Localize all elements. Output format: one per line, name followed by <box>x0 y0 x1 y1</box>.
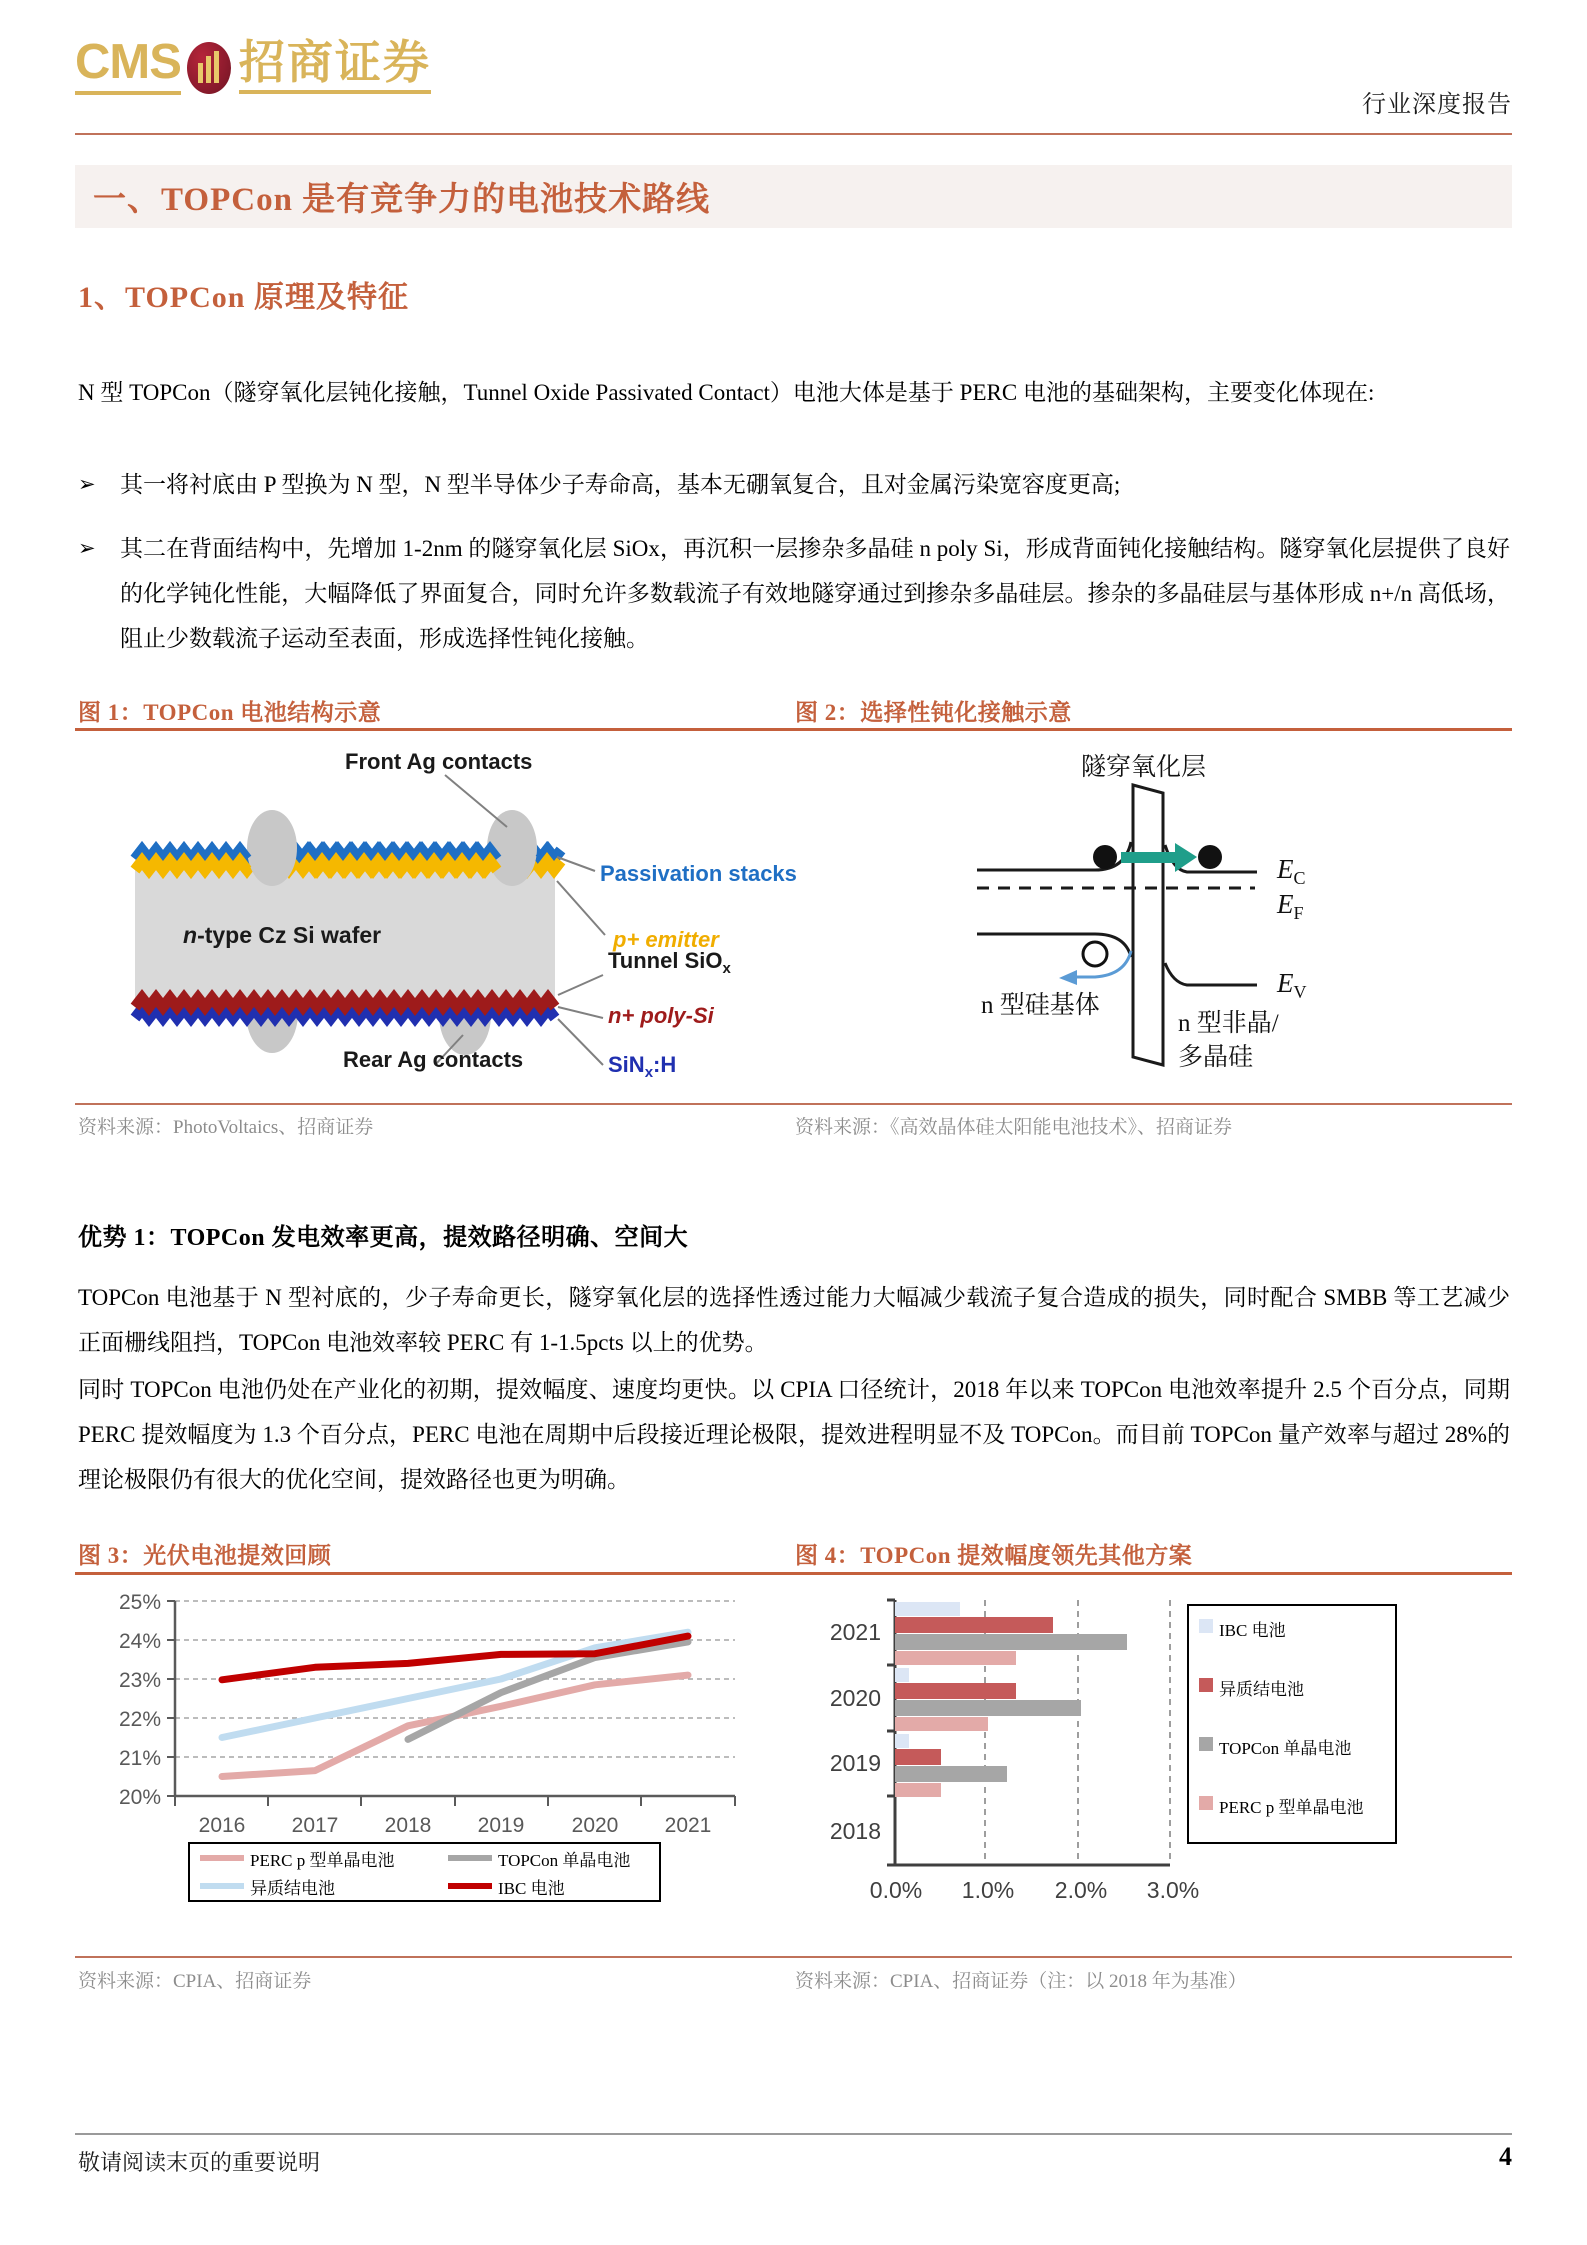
legend-label-ibc: IBC 电池 <box>498 1878 565 1898</box>
figure-2-caption: 图 2：选择性钝化接触示意 <box>795 700 1072 725</box>
logo-latin-text: CMS <box>75 38 181 95</box>
legend-label-hjt: 异质结电池 <box>250 1878 335 1898</box>
figure-4-source: 资料来源：CPIA、招商证券（注：以 2018 年为基准） <box>795 1971 1247 1992</box>
intro-paragraph: N 型 TOPCon（隧穿氧化层钝化接触，Tunnel Oxide Passivated Contact）电池大体是基于 PERC 电池的基础架构，主要变化体现在: <box>78 380 1375 405</box>
y-tick-20: 20% <box>118 1786 161 1809</box>
figure-2-source: 资料来源：《高效晶体硅太阳能电池技术》、招商证券 <box>795 1117 1233 1138</box>
figure-1-label-emitter: p+ emitter <box>613 927 719 952</box>
bar-2019-ibc <box>895 1734 909 1748</box>
bar-2019-perc <box>895 1783 941 1797</box>
y-tick-21: 21% <box>118 1747 161 1770</box>
bar-2019-hjt <box>895 1749 941 1765</box>
legend-swatch-perc <box>200 1855 244 1861</box>
bar-2021-hjt <box>895 1617 1053 1633</box>
figure-2-label-ef: $E_F$ <box>1277 889 1304 923</box>
bullet-item-1-text: 其一将衬底由 P 型换为 N 型，N 型半导体少子寿命高，基本无硼氧复合，且对金属污染宽容度更高; <box>120 472 1121 497</box>
figure-2-image <box>795 735 1509 1080</box>
x-tick-0: 0.0% <box>869 1877 923 1903</box>
figure-2-label-left: n 型硅基体 <box>981 992 1100 1019</box>
y-tick-23: 23% <box>118 1669 161 1692</box>
bullet-item-1 <box>78 462 1510 507</box>
advantage-paragraph-2: 同时 TOPCon 电池仍处在产业化的初期，提效幅度、速度均更快。以 CPIA 口径统计，2018 年以来 TOPCon 电池效率提升 2.5 个百分点，同期 PERC 提效幅度为 1.3 个百分点，PERC 电池在周期中后段接近理论极限，提效进程明显不及 TOPCon。而目前 TOPCon 量产效率与超过 28%的理论极限仍有很大的优化空间，提效路径也更为明确。 <box>78 1377 1510 1492</box>
figure-1-label-tunnel: Tunnel SiO$_x$ <box>608 948 731 977</box>
bar-2021-ibc <box>895 1602 960 1616</box>
legend-swatch-ibc <box>448 1883 492 1889</box>
advantage-paragraph-1: TOPCon 电池基于 N 型衬底的，少子寿命更长，隧穿氧化层的选择性透过能力大幅减少载流子复合造成的损失，同时配合 SMBB 等工艺减少正面栅线阻挡，TOPCon 电池效率较 PERC 有 1-1.5pcts 以上的优势。 <box>78 1285 1510 1355</box>
legend-item-topcon <box>1199 1734 1387 1759</box>
header-divider <box>75 133 1512 135</box>
x-tick-1: 1.0% <box>961 1877 1015 1903</box>
bar-2021-perc <box>895 1651 1016 1665</box>
figure-1-label-passivation: Passivation stacks <box>600 861 797 886</box>
legend-item-ibc <box>1199 1616 1387 1641</box>
figure-4-caption: 图 4：TOPCon 提效幅度领先其他方案 <box>795 1543 1193 1568</box>
page-number: 4 <box>1499 2142 1512 2171</box>
y-cat-2021: 2021 <box>829 1619 881 1645</box>
bullet-item-2-text: 其二在背面结构中，先增加 1-2nm 的隧穿氧化层 SiOx，再沉积一层掺杂多晶硅 n poly Si，形成背面钝化接触结构。隧穿氧化层提供了良好的化学钝化性能，大幅降低了界面复合，同时允许多数载流子有效地隧穿通过到掺杂多晶硅层。掺杂的多晶硅层与基体形成 n+/n 高低场，阻止少数载流子运动至表面，形成选择性钝化接触。 <box>120 536 1510 651</box>
y-cat-2019: 2019 <box>829 1750 881 1776</box>
page-header <box>75 35 1512 133</box>
y-cat-2020: 2020 <box>829 1685 881 1711</box>
figure-2-label-right-1: n 型非晶/ <box>1178 1010 1279 1037</box>
legend-item-hjt <box>190 1874 438 1899</box>
x-tick-2019: 2019 <box>477 1814 525 1837</box>
section-heading-1-text: 一、TOPCon 是有竞争力的电池技术路线 <box>93 182 711 218</box>
y-tick-25: 25% <box>118 1591 161 1614</box>
figure-caption-divider-2 <box>75 1572 1512 1575</box>
figure-1-label-sinx: SiN$_x$:H <box>608 1052 677 1081</box>
figure-2-label-right-2: 多晶硅 <box>1178 1044 1254 1071</box>
legend-item-hjt <box>1199 1675 1387 1700</box>
legend-item-ibc <box>438 1874 659 1899</box>
figure-3-chart <box>75 1578 789 1918</box>
bullet-marker-icon: ➢ <box>78 472 96 496</box>
legend-item-perc <box>190 1846 438 1871</box>
legend-swatch-hjt <box>1199 1678 1213 1692</box>
bar-2021-topcon <box>895 1634 1127 1650</box>
company-logo <box>75 35 431 95</box>
bar-2020-perc <box>895 1717 988 1731</box>
figure-4-chart <box>795 1578 1509 1923</box>
y-cat-2018: 2018 <box>829 1818 881 1844</box>
bar-2019-topcon <box>895 1766 1007 1782</box>
legend-label-hjt: 异质结电池 <box>1219 1680 1304 1699</box>
figure-1-image <box>75 735 797 1081</box>
figure-3-caption: 图 3：光伏电池提效回顾 <box>78 1543 332 1568</box>
advantage-heading: 优势 1：TOPCon 发电效率更高，提效路径明确、空间大 <box>78 1225 689 1251</box>
x-tick-3: 3.0% <box>1146 1877 1200 1903</box>
legend-swatch-hjt <box>200 1883 244 1889</box>
bar-2020-ibc <box>895 1668 909 1682</box>
figure-3-source: 资料来源：CPIA、招商证券 <box>78 1971 312 1992</box>
figure-1-caption: 图 1：TOPCon 电池结构示意 <box>78 700 382 725</box>
figure-1-label-wafer: n-type Cz Si wafer <box>183 922 382 948</box>
legend-label-perc: PERC p 型单晶电池 <box>1219 1798 1364 1817</box>
footer-divider <box>75 2133 1512 2135</box>
logo-emblem-icon <box>187 40 233 94</box>
line-chart-legend <box>188 1842 661 1902</box>
report-type-label: 行业深度报告 <box>1362 92 1512 118</box>
legend-swatch-topcon <box>448 1855 492 1861</box>
footer-note: 敬请阅读末页的重要说明 <box>78 2150 321 2175</box>
bullet-marker-icon: ➢ <box>78 536 96 560</box>
legend-label-topcon: TOPCon 单晶电池 <box>1219 1739 1352 1758</box>
legend-label-perc: PERC p 型单晶电池 <box>250 1850 395 1870</box>
legend-swatch-ibc <box>1199 1619 1213 1633</box>
figure-source-divider-bottom <box>75 1956 1512 1958</box>
x-tick-2: 2.0% <box>1054 1877 1108 1903</box>
figure-2-label-top: 隧穿氧化层 <box>1081 754 1207 781</box>
legend-label-ibc: IBC 电池 <box>1219 1621 1286 1640</box>
y-tick-24: 24% <box>118 1630 161 1653</box>
x-tick-2017: 2017 <box>291 1814 339 1837</box>
legend-item-topcon <box>438 1846 659 1871</box>
legend-swatch-perc <box>1199 1796 1213 1810</box>
bullet-item-2 <box>78 526 1510 661</box>
x-tick-2018: 2018 <box>384 1814 432 1837</box>
figure-1-source: 资料来源：PhotoVoltaics、招商证券 <box>78 1117 374 1138</box>
y-tick-22: 22% <box>118 1708 161 1731</box>
bar-chart-svg <box>795 1578 1509 1918</box>
section-heading-1 <box>75 165 1512 228</box>
figure-2-label-ev: $E_V$ <box>1277 968 1307 1002</box>
x-tick-2020: 2020 <box>571 1814 619 1837</box>
legend-item-perc <box>1199 1793 1387 1818</box>
x-tick-2016: 2016 <box>198 1814 246 1837</box>
logo-chinese-text: 招商证券 <box>239 40 431 94</box>
figure-1-label-poly: n+ poly-Si <box>608 1003 714 1028</box>
legend-label-topcon: TOPCon 单晶电池 <box>498 1850 631 1870</box>
bar-chart-legend <box>1187 1604 1397 1844</box>
figure-1-label-front-contacts: Front Ag contacts <box>345 749 533 774</box>
legend-swatch-topcon <box>1199 1737 1213 1751</box>
subsection-heading-1: 1、TOPCon 原理及特征 <box>78 281 409 314</box>
bar-2020-hjt <box>895 1683 1016 1699</box>
x-tick-2021: 2021 <box>664 1814 712 1837</box>
figure-source-divider-top <box>75 1103 1512 1105</box>
figure-2-label-ec: $E_C$ <box>1277 854 1306 888</box>
bar-2020-topcon <box>895 1700 1081 1716</box>
figure-caption-divider <box>75 728 1512 731</box>
figure-1-label-rear-contacts: Rear Ag contacts <box>343 1047 524 1072</box>
